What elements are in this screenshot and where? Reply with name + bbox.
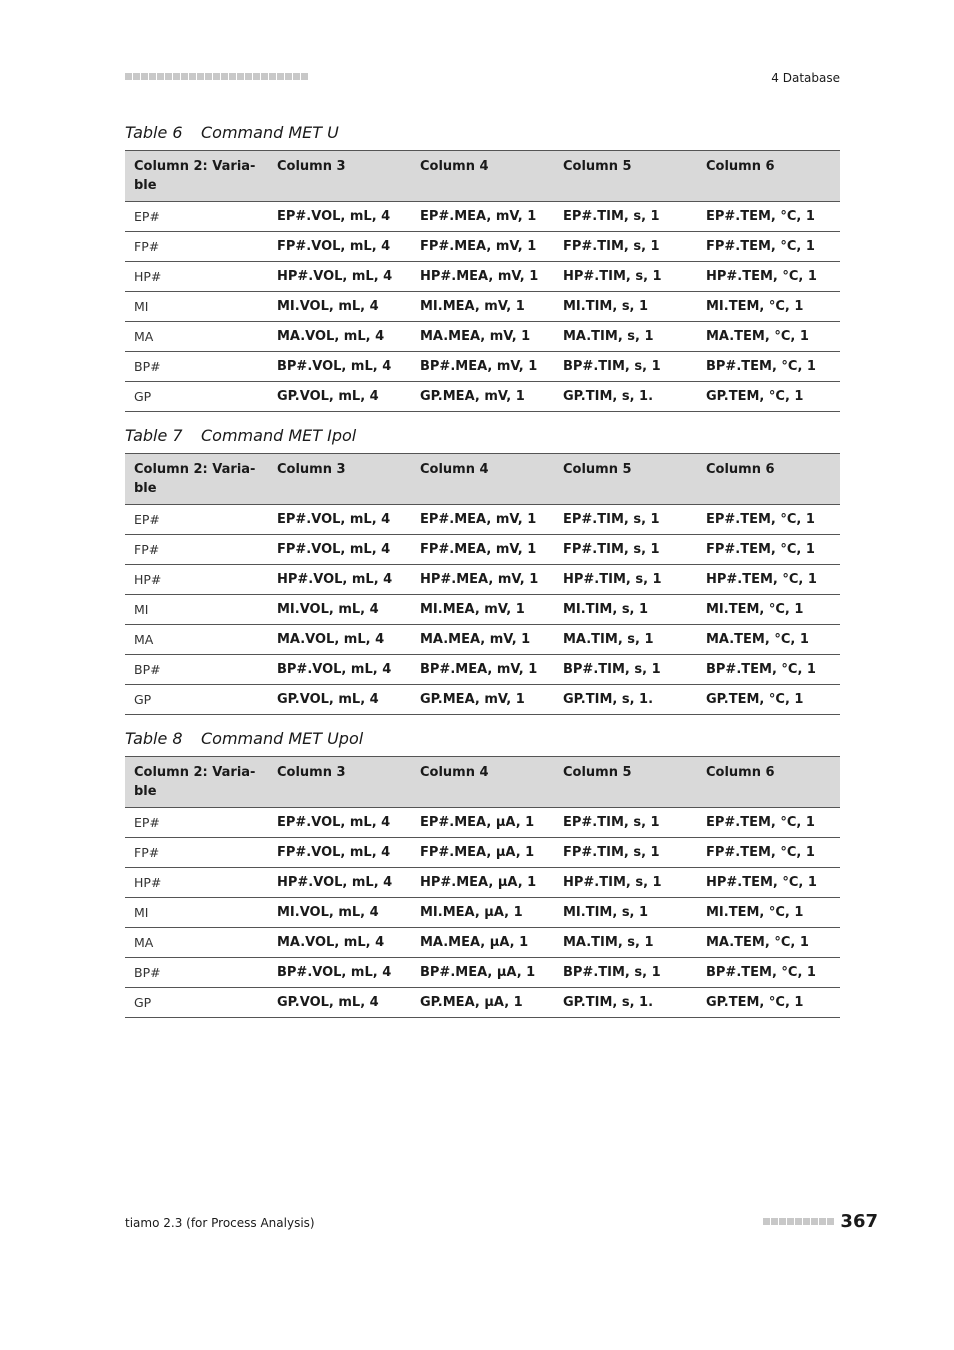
value-cell: GP.TEM, °C, 1 (697, 685, 840, 715)
value-cell: MA.VOL, mL, 4 (268, 322, 411, 352)
value-cell: BP#.VOL, mL, 4 (268, 655, 411, 685)
value-cell: BP#.TIM, s, 1 (554, 352, 697, 382)
variable-cell: MA (125, 625, 268, 655)
value-cell: MA.MEA, µA, 1 (411, 928, 554, 958)
table-number: Table 6 (125, 123, 183, 142)
value-cell: MA.TIM, s, 1 (554, 322, 697, 352)
value-cell: FP#.TEM, °C, 1 (697, 838, 840, 868)
footer-product: tiamo 2.3 (for Process Analysis) (125, 1216, 315, 1230)
decoration-square (141, 73, 148, 80)
value-cell: FP#.VOL, mL, 4 (268, 232, 411, 262)
value-cell: MI.MEA, µA, 1 (411, 898, 554, 928)
decoration-square (189, 73, 196, 80)
table-row (125, 625, 840, 655)
decoration-square (181, 73, 188, 80)
value-cell: GP.VOL, mL, 4 (268, 382, 411, 412)
value-cell: GP.VOL, mL, 4 (268, 988, 411, 1018)
decoration-square (173, 73, 180, 80)
decoration-square (811, 1218, 818, 1225)
value-cell: FP#.TIM, s, 1 (554, 838, 697, 868)
value-cell: FP#.TEM, °C, 1 (697, 535, 840, 565)
value-cell: MI.TEM, °C, 1 (697, 595, 840, 625)
value-cell: GP.TEM, °C, 1 (697, 988, 840, 1018)
decoration-square (285, 73, 292, 80)
value-cell: HP#.TEM, °C, 1 (697, 565, 840, 595)
value-cell: GP.MEA, µA, 1 (411, 988, 554, 1018)
variable-cell: MI (125, 595, 268, 625)
decoration-square (277, 73, 284, 80)
table-header-row (125, 151, 840, 202)
variable-cell: GP (125, 685, 268, 715)
table-row (125, 958, 840, 988)
table-row (125, 565, 840, 595)
page-number: 367 (840, 1211, 878, 1232)
decoration-square (245, 73, 252, 80)
value-cell: HP#.MEA, mV, 1 (411, 565, 554, 595)
decoration-square (301, 73, 308, 80)
table-number: Table 8 (125, 729, 183, 748)
table-row (125, 685, 840, 715)
column-header: Column 3 (268, 757, 411, 808)
decoration-square (787, 1218, 794, 1225)
value-cell: MI.VOL, mL, 4 (268, 898, 411, 928)
table-row (125, 352, 840, 382)
variable-cell: MI (125, 292, 268, 322)
value-cell: MI.TIM, s, 1 (554, 898, 697, 928)
column-header: Column 3 (268, 454, 411, 505)
variable-cell: MA (125, 928, 268, 958)
value-cell: HP#.MEA, µA, 1 (411, 868, 554, 898)
value-cell: MI.TEM, °C, 1 (697, 898, 840, 928)
table-number: Table 7 (125, 426, 183, 445)
value-cell: EP#.TEM, °C, 1 (697, 808, 840, 838)
column-header: Column 6 (697, 454, 840, 505)
value-cell: MI.TIM, s, 1 (554, 292, 697, 322)
table-title: Command MET Ipol (201, 426, 357, 445)
decoration-square (133, 73, 140, 80)
variable-cell: FP# (125, 232, 268, 262)
decoration-square (795, 1218, 802, 1225)
table-row (125, 535, 840, 565)
value-cell: MI.VOL, mL, 4 (268, 292, 411, 322)
column-header: Column 4 (411, 151, 554, 202)
decoration-square (803, 1218, 810, 1225)
decoration-square (293, 73, 300, 80)
variable-cell: HP# (125, 565, 268, 595)
value-cell: BP#.VOL, mL, 4 (268, 352, 411, 382)
table-header-row (125, 757, 840, 808)
column-header: Column 5 (554, 757, 697, 808)
value-cell: HP#.TEM, °C, 1 (697, 868, 840, 898)
value-cell: FP#.VOL, mL, 4 (268, 838, 411, 868)
decoration-square (253, 73, 260, 80)
value-cell: BP#.TIM, s, 1 (554, 655, 697, 685)
column-header: Column 6 (697, 151, 840, 202)
variable-cell: BP# (125, 958, 268, 988)
decoration-square (149, 73, 156, 80)
value-cell: MA.TIM, s, 1 (554, 625, 697, 655)
value-cell: GP.TIM, s, 1. (554, 685, 697, 715)
column-header: Column 5 (554, 151, 697, 202)
value-cell: MA.TEM, °C, 1 (697, 322, 840, 352)
variable-cell: EP# (125, 202, 268, 232)
variable-cell: EP# (125, 505, 268, 535)
value-cell: MA.TEM, °C, 1 (697, 928, 840, 958)
section-title: 4 Database (771, 71, 840, 85)
value-cell: HP#.VOL, mL, 4 (268, 565, 411, 595)
header-decoration (125, 73, 308, 83)
table-row (125, 382, 840, 412)
value-cell: EP#.TIM, s, 1 (554, 202, 697, 232)
variable-cell: BP# (125, 655, 268, 685)
value-cell: EP#.VOL, mL, 4 (268, 202, 411, 232)
column-header: Column 4 (411, 454, 554, 505)
column-header: Column 2: Varia- ble (125, 454, 268, 505)
value-cell: BP#.TEM, °C, 1 (697, 958, 840, 988)
column-header: Column 2: Varia- ble (125, 757, 268, 808)
value-cell: BP#.TEM, °C, 1 (697, 655, 840, 685)
value-cell: EP#.MEA, mV, 1 (411, 202, 554, 232)
value-cell: MA.VOL, mL, 4 (268, 625, 411, 655)
value-cell: BP#.MEA, mV, 1 (411, 655, 554, 685)
variable-cell: FP# (125, 535, 268, 565)
value-cell: BP#.MEA, mV, 1 (411, 352, 554, 382)
value-cell: FP#.MEA, µA, 1 (411, 838, 554, 868)
value-cell: HP#.TIM, s, 1 (554, 565, 697, 595)
value-cell: MA.VOL, mL, 4 (268, 928, 411, 958)
value-cell: GP.TIM, s, 1. (554, 988, 697, 1018)
variable-cell: BP# (125, 352, 268, 382)
decoration-square (779, 1218, 786, 1225)
value-cell: FP#.TIM, s, 1 (554, 535, 697, 565)
table-row (125, 322, 840, 352)
value-cell: MI.VOL, mL, 4 (268, 595, 411, 625)
decoration-square (819, 1218, 826, 1225)
value-cell: EP#.VOL, mL, 4 (268, 808, 411, 838)
decoration-square (261, 73, 268, 80)
value-cell: GP.VOL, mL, 4 (268, 685, 411, 715)
value-cell: HP#.TIM, s, 1 (554, 868, 697, 898)
table-row (125, 505, 840, 535)
value-cell: FP#.MEA, mV, 1 (411, 535, 554, 565)
decoration-square (269, 73, 276, 80)
decoration-square (165, 73, 172, 80)
value-cell: EP#.TEM, °C, 1 (697, 505, 840, 535)
variable-cell: MI (125, 898, 268, 928)
table-row (125, 262, 840, 292)
footer-decoration (763, 1218, 834, 1225)
table-row (125, 202, 840, 232)
value-cell: EP#.TEM, °C, 1 (697, 202, 840, 232)
decoration-square (157, 73, 164, 80)
table-row (125, 232, 840, 262)
table-row (125, 292, 840, 322)
variable-cell: HP# (125, 868, 268, 898)
table-row (125, 898, 840, 928)
value-cell: MA.MEA, mV, 1 (411, 322, 554, 352)
decoration-square (237, 73, 244, 80)
value-cell: HP#.VOL, mL, 4 (268, 868, 411, 898)
column-header: Column 4 (411, 757, 554, 808)
value-cell: EP#.TIM, s, 1 (554, 808, 697, 838)
value-cell: FP#.MEA, mV, 1 (411, 232, 554, 262)
table-row (125, 808, 840, 838)
value-cell: EP#.MEA, mV, 1 (411, 505, 554, 535)
value-cell: HP#.VOL, mL, 4 (268, 262, 411, 292)
decoration-square (229, 73, 236, 80)
value-cell: BP#.VOL, mL, 4 (268, 958, 411, 988)
value-cell: HP#.TEM, °C, 1 (697, 262, 840, 292)
table-header-row (125, 454, 840, 505)
table-caption (125, 729, 363, 748)
value-cell: MI.TEM, °C, 1 (697, 292, 840, 322)
decoration-square (213, 73, 220, 80)
column-header: Column 5 (554, 454, 697, 505)
variable-cell: FP# (125, 838, 268, 868)
value-cell: BP#.TIM, s, 1 (554, 958, 697, 988)
table-row (125, 928, 840, 958)
value-cell: GP.TIM, s, 1. (554, 382, 697, 412)
value-cell: EP#.VOL, mL, 4 (268, 505, 411, 535)
variable-cell: HP# (125, 262, 268, 292)
decoration-square (771, 1218, 778, 1225)
data-table (125, 150, 840, 412)
value-cell: GP.MEA, mV, 1 (411, 382, 554, 412)
column-header: Column 3 (268, 151, 411, 202)
table-row (125, 655, 840, 685)
value-cell: MI.MEA, mV, 1 (411, 292, 554, 322)
value-cell: HP#.MEA, mV, 1 (411, 262, 554, 292)
table-title: Command MET U (201, 123, 339, 142)
value-cell: EP#.TIM, s, 1 (554, 505, 697, 535)
value-cell: MI.MEA, mV, 1 (411, 595, 554, 625)
table-row (125, 838, 840, 868)
variable-cell: MA (125, 322, 268, 352)
value-cell: BP#.MEA, µA, 1 (411, 958, 554, 988)
value-cell: GP.TEM, °C, 1 (697, 382, 840, 412)
value-cell: FP#.TEM, °C, 1 (697, 232, 840, 262)
value-cell: MA.TEM, °C, 1 (697, 625, 840, 655)
value-cell: FP#.TIM, s, 1 (554, 232, 697, 262)
decoration-square (827, 1218, 834, 1225)
decoration-square (205, 73, 212, 80)
table-row (125, 988, 840, 1018)
value-cell: MA.MEA, mV, 1 (411, 625, 554, 655)
value-cell: HP#.TIM, s, 1 (554, 262, 697, 292)
value-cell: BP#.TEM, °C, 1 (697, 352, 840, 382)
variable-cell: EP# (125, 808, 268, 838)
column-header: Column 6 (697, 757, 840, 808)
variable-cell: GP (125, 988, 268, 1018)
table-caption (125, 426, 356, 445)
data-table (125, 756, 840, 1018)
decoration-square (763, 1218, 770, 1225)
decoration-square (221, 73, 228, 80)
table-row (125, 868, 840, 898)
value-cell: GP.MEA, mV, 1 (411, 685, 554, 715)
decoration-square (197, 73, 204, 80)
decoration-square (125, 73, 132, 80)
variable-cell: GP (125, 382, 268, 412)
value-cell: FP#.VOL, mL, 4 (268, 535, 411, 565)
table-row (125, 595, 840, 625)
table-title: Command MET Upol (201, 729, 364, 748)
data-table (125, 453, 840, 715)
value-cell: EP#.MEA, µA, 1 (411, 808, 554, 838)
footer-page (763, 1211, 878, 1232)
value-cell: MA.TIM, s, 1 (554, 928, 697, 958)
column-header: Column 2: Varia- ble (125, 151, 268, 202)
table-caption (125, 123, 339, 142)
value-cell: MI.TIM, s, 1 (554, 595, 697, 625)
